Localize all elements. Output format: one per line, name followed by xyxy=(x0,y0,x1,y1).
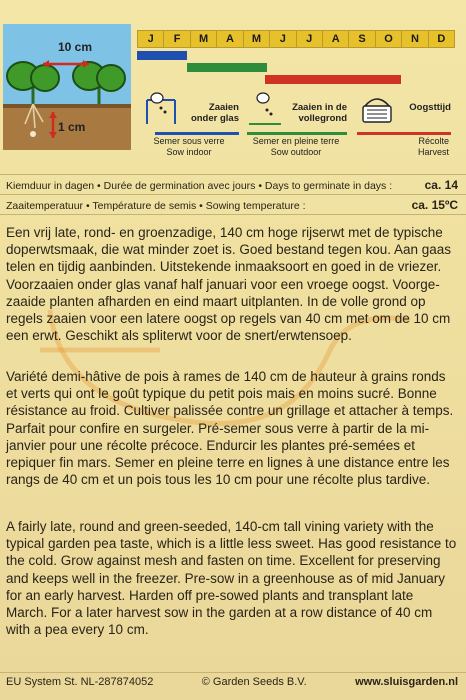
legend-outdoor-en: Sow outdoor xyxy=(270,147,322,157)
footer xyxy=(6,676,458,688)
month-nov: N xyxy=(402,31,428,47)
legend-harvest-sub xyxy=(351,136,449,158)
divider xyxy=(0,194,466,195)
website-link[interactable]: www.sluisgarden.nl xyxy=(355,676,458,688)
outdoor-sowing-bar xyxy=(187,63,267,72)
divider xyxy=(0,672,466,673)
harvest-basket-icon xyxy=(359,90,395,126)
description-dutch: Een vrij late, rond- en groenzadige, 140 cm hoge rijserwt met de typische doperwtsmaak, die wat minder zoet is. Goed bestand tegen kou. Aan gaas telen en tijdig aanbinden. Uitstekende inmaaksoort en goed in de vriezer. Voorzaaien onder glas vanaf half januari voor een vroege oogst. Voorge-zaaide planten afharden en eind maart uitplanten. In de volle grond op regels zaaien voor een latere oogst op regels van 40 cm met om de 10 cm een erwt. Geschikt als spliterwt voor de snert/erwtensoep. xyxy=(6,225,452,344)
legend-harvest-title: Oogsttijd xyxy=(409,102,451,113)
legend-harvest-line xyxy=(357,132,451,135)
temperature-label: Zaaitemperatuur • Température de semis • Sowing temperature : xyxy=(6,200,306,212)
month-jun: J xyxy=(270,31,296,47)
divider xyxy=(0,174,466,175)
month-mar: M xyxy=(191,31,217,47)
divider xyxy=(0,214,466,215)
legend-harvest-en: Harvest xyxy=(417,147,449,157)
open-field-sowing-icon xyxy=(247,90,283,126)
month-jul: J xyxy=(297,31,323,47)
description-english: A fairly late, round and green-seeded, 140-cm tall vining variety with the typical garden pea taste, which is a little less sweet. Has good resistance to the cold. Grow against mesh and fasten on time. Excellent for preserving and keeps well in the freezer. Pre-sow in a greenhouse as of mid January for an early harvest. Harden off pre-sowed plants and transplant late March. For a later harvest sow in the garden at a row distance of 40 cm with a pea every 10 cm. xyxy=(6,519,457,638)
temperature-value: ca. 15ºC xyxy=(411,198,458,212)
legend-indoor-sub xyxy=(137,136,241,158)
month-oct: O xyxy=(376,31,402,47)
eu-registration: EU System St. NL-287874052 xyxy=(6,676,154,688)
top-illustration xyxy=(0,24,466,172)
month-row xyxy=(137,30,455,48)
greenhouse-sowing-icon xyxy=(143,90,179,126)
legend-indoor-line xyxy=(155,132,239,135)
legend-outdoor-title: Zaaien in de vollegrond xyxy=(292,102,347,124)
legend-outdoor xyxy=(241,88,351,178)
sowing-depth-label: 1 cm xyxy=(58,120,86,134)
description-french: Variété demi-hâtive de pois à rames de 140 cm de hauteur à grains ronds et verts qui ont le goût typique du petit pois mais en moins sucré. Bonne résistance au froid. Cultiver palissée contre un grillage et attacher à temps. Parfait pour confire en surgeler. Pré-semer sous verre à partir de la mi-janvier pour une récolte précoce. Endurcir les plantes pré-semées et repiquer fin mars. Semer en pleine terre en lignes à une distance entre les rangs de 40 cm et un pois tous les 10 cm pour une récolte plus tardive. xyxy=(6,369,454,488)
legend-outdoor-sub xyxy=(241,136,351,158)
sowing-calendar xyxy=(137,30,455,157)
legend-indoor-fr: Semer sous verre xyxy=(153,136,225,146)
month-feb: F xyxy=(164,31,190,47)
germination-value: ca. 14 xyxy=(424,178,458,192)
month-aug: A xyxy=(323,31,349,47)
indoor-sowing-bar xyxy=(137,51,187,60)
legend-outdoor-line xyxy=(247,132,347,135)
month-jan: J xyxy=(138,31,164,47)
month-dec: D xyxy=(429,31,454,47)
legend-harvest-fr: Récolte xyxy=(418,136,449,146)
legend-indoor-en: Sow indoor xyxy=(166,147,212,157)
legend-outdoor-fr: Semer en pleine terre xyxy=(252,136,340,146)
company-copyright: © Garden Seeds B.V. xyxy=(201,676,307,688)
legend-indoor-title: Zaaien onder glas xyxy=(190,102,239,124)
legend-harvest xyxy=(351,88,455,178)
month-apr: A xyxy=(217,31,243,47)
row-spacing-label: 10 cm xyxy=(58,40,93,54)
calendar-bars xyxy=(137,48,455,84)
legend-indoor xyxy=(137,88,241,178)
calendar-legend xyxy=(137,88,455,178)
harvest-bar xyxy=(265,75,401,84)
month-may: M xyxy=(244,31,270,47)
germination-row xyxy=(6,178,458,192)
germination-label: Kiemduur in dagen • Durée de germination avec jours • Days to germinate in days : xyxy=(6,180,393,192)
temperature-row xyxy=(6,198,458,212)
month-sep: S xyxy=(349,31,375,47)
